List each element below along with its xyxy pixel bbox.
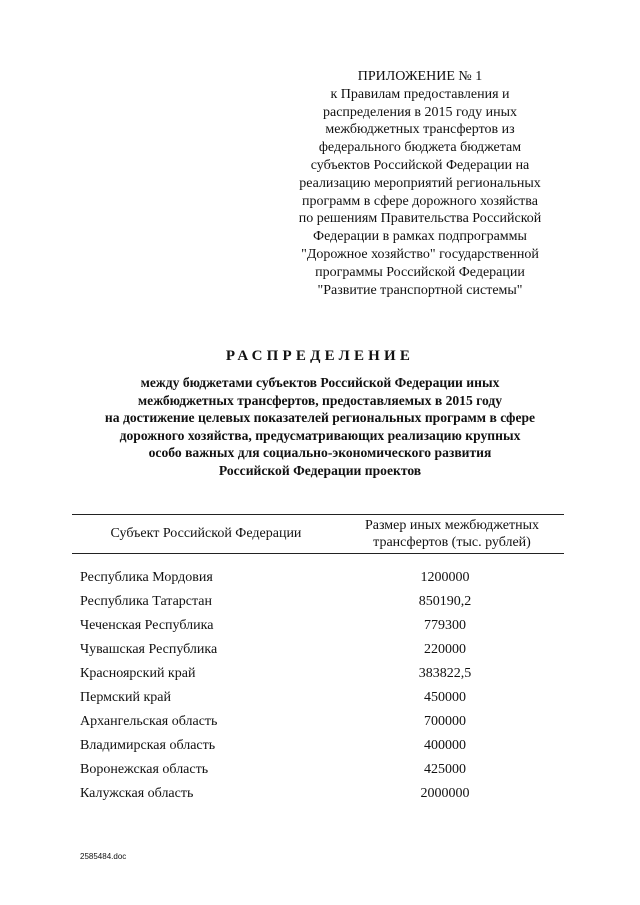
- table-row: [80, 738, 560, 762]
- transfer-amount: 850190,2: [418, 594, 472, 609]
- subheading-line: особо важных для социально-экономического развития: [148, 445, 492, 461]
- column-header-subject: Субъект Российской Федерации: [110, 526, 302, 541]
- subheading-line: дорожного хозяйства, предусматривающих реализацию крупных: [119, 427, 521, 443]
- transfer-amount: 220000: [424, 642, 466, 657]
- annex-line: распределения в 2015 году иных: [322, 104, 518, 120]
- subheading-line: между бюджетами субъектов Российской Федерации иных: [140, 375, 500, 390]
- annex-line: к Правилам предоставления и: [330, 86, 510, 102]
- document-heading: РАСПРЕДЕЛЕНИЕ: [225, 348, 415, 364]
- annex-line: программы Российской Федерации: [315, 264, 525, 280]
- annex-line: межбюджетных трансфертов из: [325, 122, 515, 138]
- table-top-rule: [72, 514, 564, 515]
- transfer-amount: 2000000: [420, 786, 470, 801]
- subheading-line: на достижение целевых показателей региональных программ в сфере: [104, 410, 536, 426]
- table-row: [80, 690, 560, 714]
- subject-name: Чувашская Республика: [80, 642, 218, 657]
- table-row: [80, 642, 560, 666]
- table-row: [80, 570, 560, 594]
- transfer-amount: 779300: [424, 618, 466, 633]
- annex-line: по решениям Правительства Российской: [298, 211, 542, 227]
- table-row: [80, 786, 560, 810]
- subject-name: Красноярский край: [80, 666, 196, 681]
- subject-name: Калужская область: [80, 786, 194, 801]
- transfer-amount: 383822,5: [418, 666, 472, 681]
- transfer-amount: 450000: [424, 690, 466, 705]
- subject-name: Республика Мордовия: [80, 570, 213, 585]
- file-name-footer: 2585484.doc: [80, 852, 127, 861]
- annex-line: реализацию мероприятий региональных: [299, 175, 541, 191]
- table-row: [80, 618, 560, 642]
- document-subheading: [70, 374, 570, 480]
- table-row: [80, 762, 560, 786]
- subject-name: Республика Татарстан: [80, 594, 213, 609]
- table-header: [72, 514, 564, 554]
- table-row: [80, 666, 560, 690]
- annex-block: [282, 68, 558, 299]
- annex-line: "Развитие транспортной системы": [317, 282, 523, 298]
- annex-line: Федерации в рамках подпрограммы: [313, 229, 527, 245]
- annex-line: "Дорожное хозяйство" государственной: [301, 246, 539, 262]
- transfer-amount: 1200000: [420, 570, 470, 585]
- annex-title: ПРИЛОЖЕНИЕ № 1: [357, 69, 483, 84]
- column-header-amount-line: трансфертов (тыс. рублей): [373, 535, 531, 550]
- annex-line: субъектов Российской Федерации на: [310, 157, 530, 173]
- transfer-amount: 425000: [424, 762, 466, 777]
- table-header-rule: [72, 553, 564, 554]
- subheading-line: межбюджетных трансфертов, предоставляемых в 2015 году: [137, 392, 503, 408]
- annex-line: программ в сфере дорожного хозяйства: [302, 193, 538, 209]
- table-body: [80, 570, 560, 810]
- transfer-amount: 700000: [424, 714, 466, 729]
- column-header-amount-line: Размер иных межбюджетных: [364, 518, 540, 533]
- subject-name: Воронежская область: [80, 762, 209, 777]
- annex-line: федерального бюджета бюджетам: [318, 140, 522, 156]
- subject-name: Владимирская область: [80, 738, 216, 753]
- subheading-line: Российской Федерации проектов: [218, 462, 422, 478]
- transfer-amount: 400000: [424, 738, 466, 753]
- subject-name: Архангельская область: [80, 714, 218, 729]
- subject-name: Чеченская Республика: [80, 618, 214, 633]
- table-row: [80, 714, 560, 738]
- subject-name: Пермский край: [80, 690, 171, 705]
- table-row: [80, 594, 560, 618]
- column-header-amount: [340, 517, 564, 551]
